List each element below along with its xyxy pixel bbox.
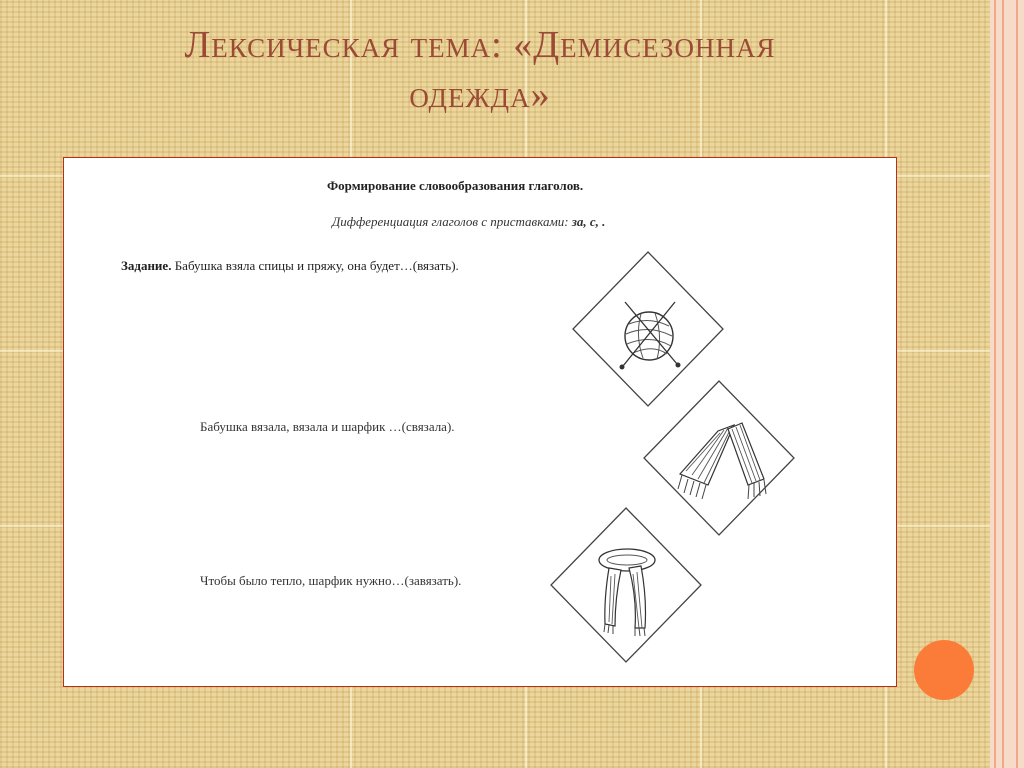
- worksheet-subheading: [332, 214, 605, 230]
- task-sentence-3: Чтобы было тепло, шарфик нужно…(завязать).: [200, 573, 462, 588]
- worksheet-subheading-text: Дифференциация глаголов с приставками:: [332, 214, 572, 229]
- side-decoration-line: [994, 0, 996, 768]
- side-decoration-line: [1002, 0, 1004, 768]
- slide-title: [100, 20, 860, 120]
- slide-title-line-1: Лексическая тема: «Демисезонная: [184, 24, 776, 66]
- slide-title-line-2: одежда»: [409, 74, 551, 116]
- next-slide-button[interactable]: [914, 640, 974, 700]
- task-label: Задание.: [121, 258, 172, 273]
- task-sentence-1: [121, 258, 459, 274]
- task-text: Бабушка взяла спицы и пряжу, она будет…(вязать).: [171, 258, 459, 273]
- tied-scarf-icon: [549, 506, 703, 664]
- worksheet-heading: Формирование словообразования глаголов.: [327, 178, 584, 193]
- worksheet-image: [63, 157, 897, 687]
- worksheet-subheading-prefixes: за, с, .: [571, 214, 606, 229]
- task-sentence-2: Бабушка вязала, вязала и шарфик …(связала).: [200, 419, 455, 434]
- side-decoration-line: [1016, 0, 1018, 768]
